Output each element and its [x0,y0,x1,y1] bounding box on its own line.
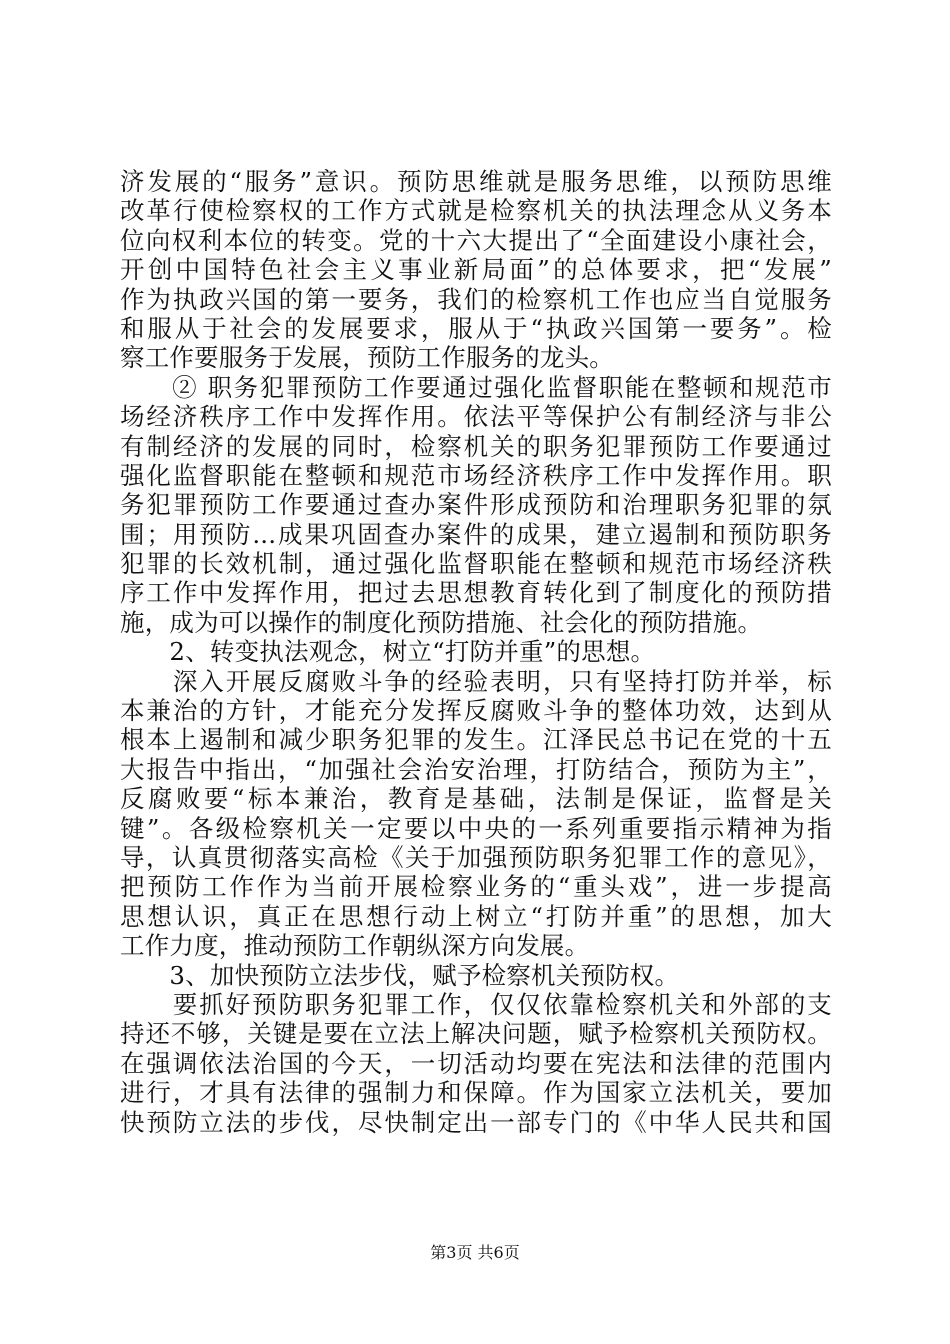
text-line: 济发展的“服务”意识。预防思维就是服务思维，以预防思维 [120,167,832,196]
text-line: 强化监督职能在整顿和规范市场经济秩序工作中发挥作用。职 [120,460,832,490]
text-line: 序工作中发挥作用，把过去思想教育转化到了制度化的预防措 [120,578,832,608]
text-line: 要抓好预防职务犯罪工作，仅仅依靠检察机关和外部的支 [120,989,832,1019]
text-line: 位向权利本位的转变。党的十六大提出了“全面建设小康社会， [120,225,832,255]
text-line: 反腐败要“标本兼治，教育是基础，法制是保证，监督是关 [120,784,832,814]
text-line: 改革行使检察权的工作方式就是检察机关的执法理念从义务本 [120,196,832,226]
page-footer: 第3页 共6页 [430,1243,520,1262]
text-line: 在强调依法治国的今天，一切活动均要在宪法和法律的范围内 [120,1048,832,1078]
text-line: 围；用预防...成果巩固查办案件的成果，建立遏制和预防职务 [120,519,832,549]
text-line: 持还不够，关键是要在立法上解决问题，赋予检察机关预防权。 [120,1019,832,1049]
text-line: 犯罪的长效机制，通过强化监督职能在整顿和规范市场经济秩 [120,549,832,579]
text-line: 大报告中指出，“加强社会治安治理，打防结合，预防为主”， [120,754,832,784]
text-line: 键”。各级检察机关一定要以中央的一系列重要指示精神为指 [120,813,832,843]
text-line: 作为执政兴国的第一要务，我们的检察机工作也应当自觉服务 [120,284,832,314]
text-line: 务犯罪预防工作要通过查办案件形成预防和治理职务犯罪的氛 [120,490,832,520]
text-line: 深入开展反腐败斗争的经验表明，只有坚持打防并举，标 [120,666,832,696]
document-body [120,167,832,1137]
text-line: 把预防工作作为当前开展检察业务的“重头戏”，进一步提高 [120,872,832,902]
text-line: 进行，才具有法律的强制力和保障。作为国家立法机关，要加 [120,1078,832,1108]
text-line: ② 职务犯罪预防工作要通过强化监督职能在整顿和规范市 [120,372,832,402]
text-line: 2、转变执法观念，树立“打防并重”的思想。 [120,637,656,667]
text-line: 思想认识，真正在思想行动上树立“打防并重”的思想，加大 [120,901,832,931]
text-line: 快预防立法的步伐，尽快制定出一部专门的《中华人民共和国 [120,1107,832,1137]
text-line: 导，认真贯彻落实高检《关于加强预防职务犯罪工作的意见》， [120,842,832,872]
text-line: 根本上遏制和减少职务犯罪的发生。江泽民总书记在党的十五 [120,725,832,755]
text-line: 本兼治的方针，才能充分发挥反腐败斗争的整体功效，达到从 [120,696,832,726]
text-line: 察工作要服务于发展，预防工作服务的龙头。 [120,343,614,373]
text-line: 开创中国特色社会主义事业新局面”的总体要求，把“发展” [120,255,832,285]
text-line: 场经济秩序工作中发挥作用。依法平等保护公有制经济与非公 [120,402,832,432]
text-line: 3、加快预防立法步伐，赋予检察机关预防权。 [120,960,680,990]
text-line: 有制经济的发展的同时，检察机关的职务犯罪预防工作要通过 [120,431,832,461]
text-line: 工作力度，推动预防工作朝纵深方向发展。 [120,931,590,961]
text-line: 和服从于社会的发展要求，服从于“执政兴国第一要务”。检 [120,313,832,343]
text-line: 施，成为可以操作的制度化预防措施、社会化的预防措施。 [120,607,763,637]
